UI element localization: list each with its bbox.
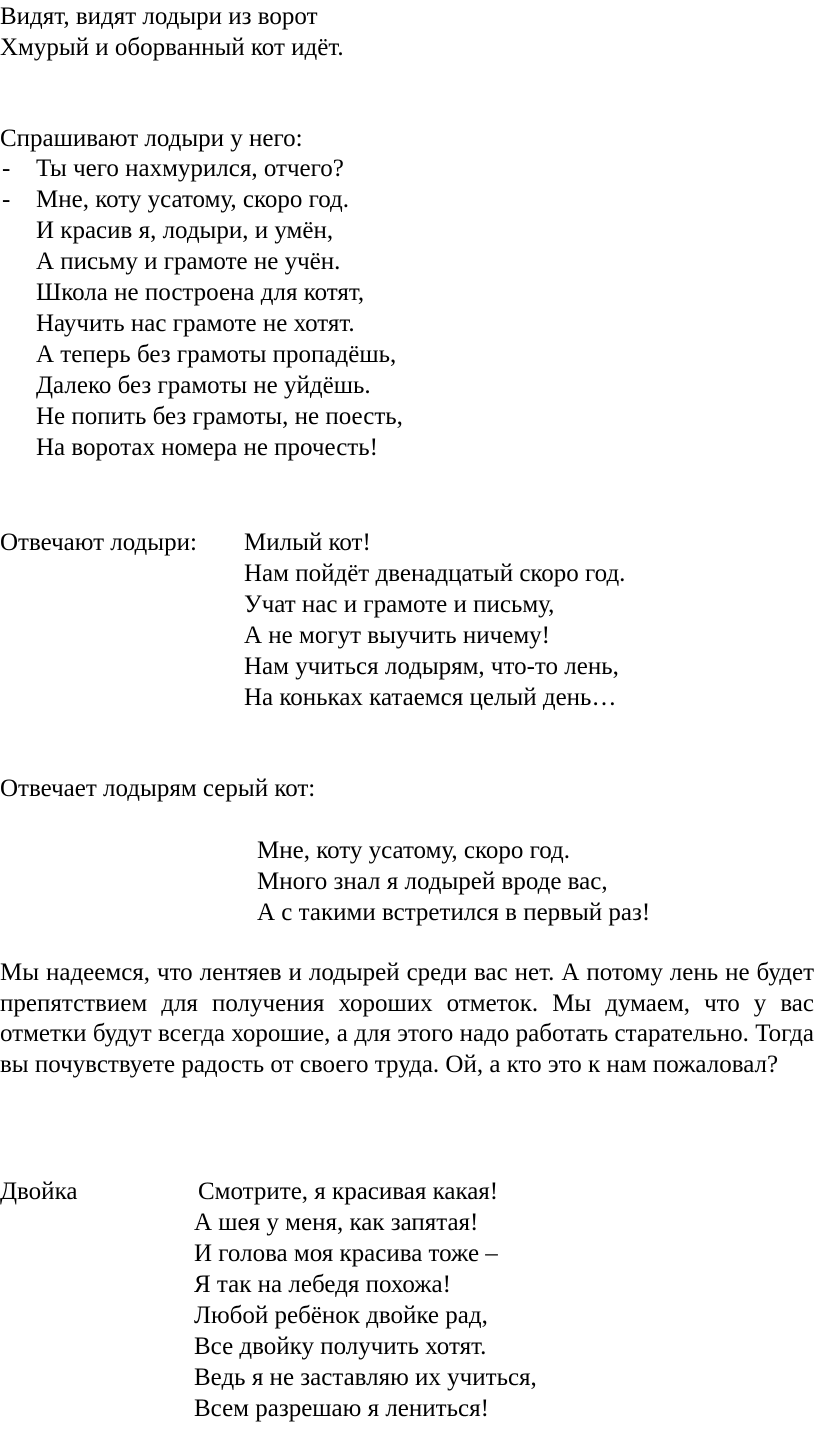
poem-line: Ты чего нахмурился, отчего? bbox=[36, 155, 344, 182]
poem-line: А не могут выучить ничему! bbox=[244, 622, 550, 649]
poem-line: На коньках катаемся целый день… bbox=[244, 684, 617, 711]
poem-line: На воротах номера не прочесть! bbox=[36, 434, 378, 461]
poem-line: И голова моя красива тоже – bbox=[194, 1240, 498, 1267]
poem-line: Любой ребёнок двойке рад, bbox=[194, 1302, 488, 1329]
poem-line: Всем разрешаю я лениться! bbox=[194, 1395, 489, 1422]
poem-line: И красив я, лодыри, и умён, bbox=[36, 217, 334, 244]
speaker-label: Отвечают лодыри: bbox=[0, 529, 197, 556]
dialogue-dash: - bbox=[2, 155, 11, 182]
poem-line: Я так на лебедя похожа! bbox=[194, 1271, 451, 1298]
poem-line: А теперь без грамоты пропадёшь, bbox=[36, 341, 397, 368]
prose-paragraph: Мы надеемся, что лентяев и лодырей среди вас нет. А потому лень не будет препятствием для получения хороших отметок. Мы думаем, что у вас отметки будут всегда хорошие, а для этого надо работать старательно. Тогда вы почувствуете радость от своего труда. Ой, а кто это к нам пожаловал? bbox=[0, 959, 814, 1078]
poem-line: Нам пойдёт двенадцатый скоро год. bbox=[244, 560, 626, 587]
poem-line: Мне, коту усатому, скоро год. bbox=[36, 186, 349, 213]
poem-line: Хмурый и оборванный кот идёт. bbox=[0, 34, 344, 61]
poem-line: Не попить без грамоты, не поесть, bbox=[36, 403, 403, 430]
speaker-label: Отвечает лодырям серый кот: bbox=[0, 775, 316, 802]
poem-line: Школа не построена для котят, bbox=[36, 279, 365, 306]
poem-line: Мне, коту усатому, скоро год. bbox=[257, 837, 570, 864]
poem-line: Милый кот! bbox=[244, 529, 371, 556]
poem-line: А шея у меня, как запятая! bbox=[194, 1209, 479, 1236]
poem-line: Ведь я не заставляю их учиться, bbox=[194, 1364, 537, 1391]
poem-line: Много знал я лодырей вроде вас, bbox=[257, 868, 608, 895]
poem-line: А с такими встретился в первый раз! bbox=[257, 899, 651, 926]
poem-line: Видят, видят лодыри из ворот bbox=[0, 3, 318, 30]
poem-line: Нам учиться лодырям, что-то лень, bbox=[244, 653, 619, 680]
poem-line: Далеко без грамоты не уйдёшь. bbox=[36, 372, 371, 399]
speaker-label: Двойка bbox=[0, 1178, 78, 1205]
stanza-intro: Спрашивают лодыри у него: bbox=[0, 125, 303, 152]
poem-line: Смотрите, я красивая какая! bbox=[198, 1178, 499, 1205]
dialogue-dash: - bbox=[2, 186, 11, 213]
poem-line: А письму и грамоте не учён. bbox=[36, 248, 341, 275]
poem-line: Учат нас и грамоте и письму, bbox=[244, 591, 555, 618]
poem-line: Все двойку получить хотят. bbox=[194, 1333, 487, 1360]
poem-line: Научить нас грамоте не хотят. bbox=[36, 310, 355, 337]
